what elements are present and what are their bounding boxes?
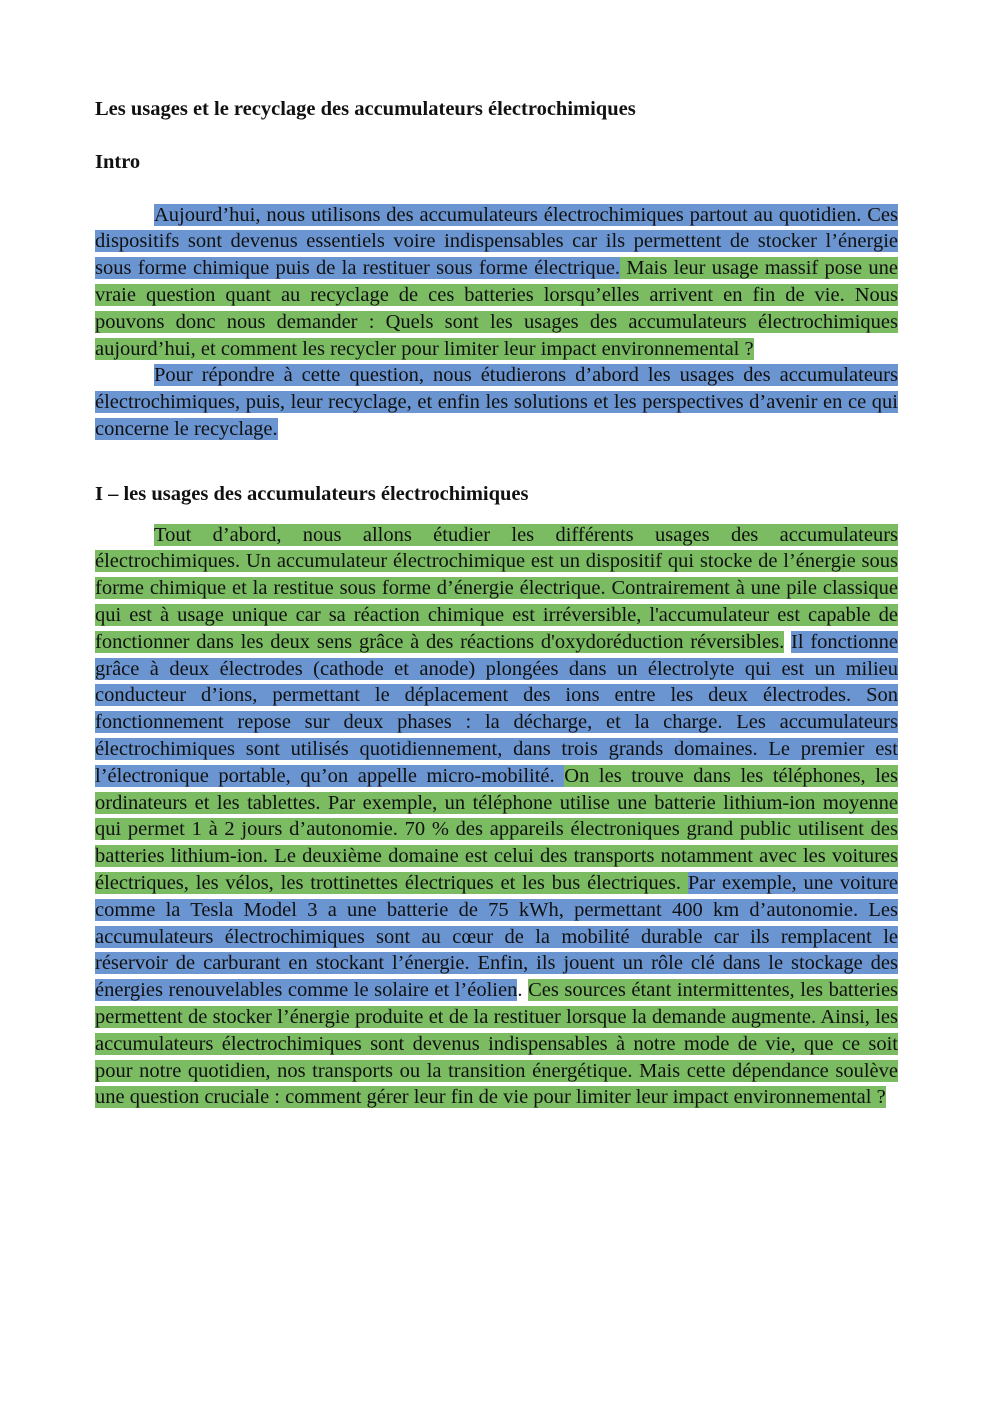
- intro-body: [95, 202, 898, 443]
- intro-highlight-green: Mais leur usage massif pose une vraie question quant au recyclage de ces batteries lorsqu’elles arrivent en fin de vie. Nous pouvons donc nous demander : Quels sont les usages des accumulateurs électrochimiques aujourd’hui, et comment les recycler pour limiter leur impact environnemental ?: [95, 257, 899, 360]
- document-page: [95, 82, 898, 1111]
- intro-paragraph-1: [95, 202, 898, 363]
- section-1-sentence-2: Il fonctionne grâce à deux électrodes (cathode et anode) plongées dans un électrolyte qui est un milieu conducteur d’ions, permettant le déplacement des ions entre les deux électrodes. Son fonctionnement repose sur deux phases : la décharge, et la charge. Les accumulateurs électrochimiques sont utilisés quotidiennement, dans trois grands domaines. Le premier est l’électronique portable, qu’on appelle micro-mobilité.: [95, 630, 898, 787]
- document-title: Les usages et le recyclage des accumulateurs électrochimiques: [95, 98, 636, 120]
- section-1-separator: .: [517, 979, 529, 1002]
- section-1-sentence-5: Ces sources étant intermittentes, les batteries permettent de stocker l’énergie produite et de la restituer lorsque la demande augmente. Ainsi, les accumulateurs électrochimiques sont devenus indispensables à notre mode de vie, que ce soit pour notre quotidien, nos transports ou la transition énergétique. Mais cette dépendance soulève une question cruciale : comment gérer leur fin de vie pour limiter leur impact environnemental ?: [95, 979, 899, 1109]
- intro-highlight-blue: Aujourd’hui, nous utilisons des accumulateurs électrochimiques partout au quotidien. Ces dispositifs sont devenus essentiels voire indispensables car ils permettent de stocker l’énergie sous forme chimique puis de la restituer sous forme électrique.: [95, 203, 898, 280]
- section-1-sentence-1: Tout d’abord, nous allons étudier les différents usages des accumulateurs électrochimiques. Un accumulateur électrochimique est un dispositif qui stocke de l’énergie sous forme chimique et la restitue sous forme d’énergie électrique. Contrairement à une pile classique qui est à usage unique car sa réaction chimique est irréversible, l'accumulateur est capable de fonctionner dans les deux sens grâce à des réactions d'oxydoréduction réversibles.: [95, 523, 898, 653]
- intro-heading: Intro: [95, 150, 141, 173]
- section-1-paragraph: [95, 522, 898, 1112]
- section-1-body: [95, 522, 898, 1112]
- intro-plan-highlight: Pour répondre à cette question, nous étudierons d’abord les usages des accumulateurs électrochimiques, puis, leur recyclage, et enfin les solutions et les perspectives d’avenir en ce qui concerne le recyclage.: [95, 364, 898, 440]
- section-1-sentence-3: On les trouve dans les téléphones, les ordinateurs et les tablettes. Par exemple, un téléphone utilise une batterie lithium-ion moyenne qui permet 1 à 2 jours d’autonomie. 70 % des appareils électroniques grand public utilisent des batteries lithium-ion. Le deuxième domaine est celui des transports notamment avec les voitures électriques, les vélos, les trottinettes électriques et les bus électriques.: [95, 764, 899, 894]
- intro-paragraph-2: [95, 362, 898, 442]
- section-1-heading: I – les usages des accumulateurs électrochimiques: [95, 482, 529, 505]
- section-1-sentence-4: Par exemple, une voiture comme la Tesla Model 3 a une batterie de 75 kWh, permettant 400 km d’autonomie. Les accumulateurs électrochimiques sont au cœur de la mobilité durable car ils remplacent le réservoir de carburant en stockant l’énergie. Enfin, ils jouent un rôle clé dans le stockage des énergies renouvelables comme le solaire et l’éolien: [95, 871, 898, 1002]
